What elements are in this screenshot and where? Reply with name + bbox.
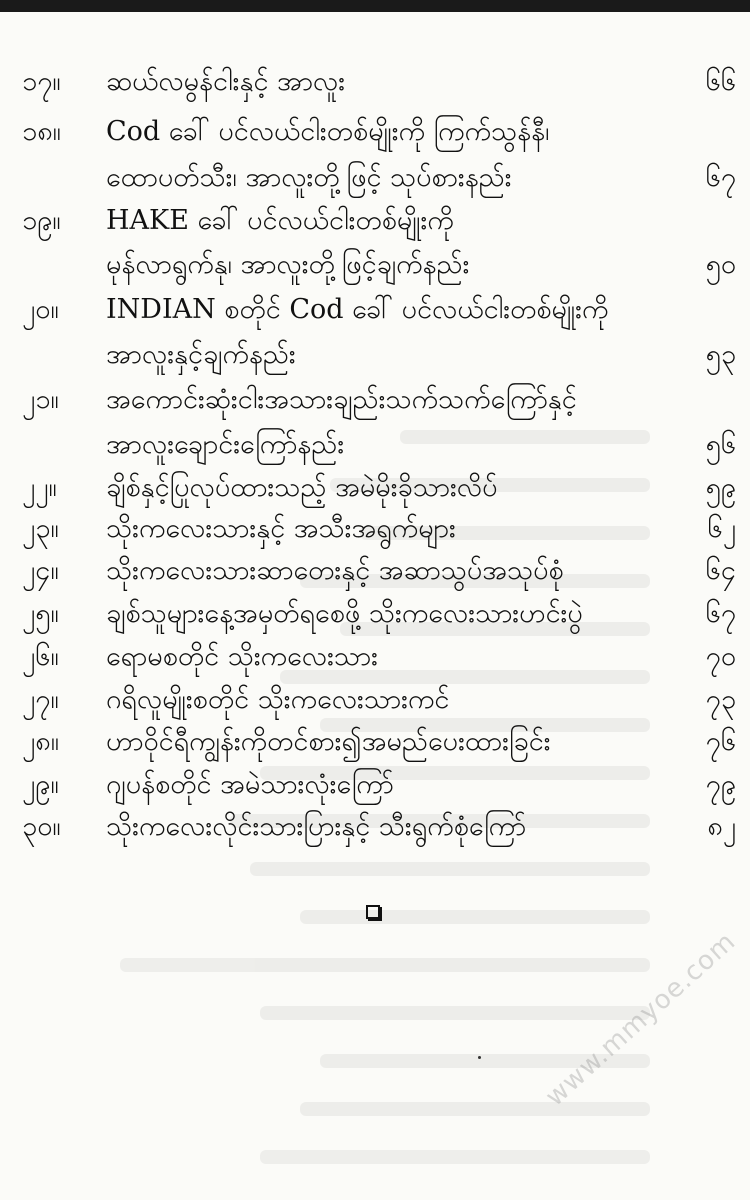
toc-entry-18	[0, 112, 750, 152]
entry-title: ချစ်သူများနေ့အမှတ်ရစေဖို့ သိုးကလေးသားဟင်းပွဲ	[106, 598, 583, 629]
entry-title: ဆယ်လမွန်ငါးနှင့် အာလူး	[106, 66, 346, 97]
page-number: ၆၇	[705, 162, 736, 193]
page-number: ၅၉	[705, 472, 736, 503]
toc-entry-30	[0, 807, 750, 847]
entry-title: ရောမစတိုင် သိုးကလေးသား	[106, 641, 378, 672]
toc-entry-23	[0, 509, 750, 549]
entry-number: ၁၈။	[22, 116, 61, 147]
page-number: ၆၇	[705, 598, 736, 629]
entry-title: သိုးကလေးလိုင်းသားပြားနှင့် သီးရွက်စုံကြော်	[106, 811, 527, 842]
entry-title: ဟာဝိုင်ရီကျွန်းကိုတင်စား၍အမည်ပေးထားခြင်း	[106, 726, 551, 757]
page-number: ၇၃	[705, 684, 736, 715]
toc-entry-21-page	[0, 425, 750, 465]
toc-entry-26	[0, 637, 750, 677]
page-number: ၆၆	[705, 66, 736, 97]
entry-title: ဂရိလူမျိုးစတိုင် သိုးကလေးသားကင်	[106, 684, 450, 715]
page-number: ၅၆	[705, 429, 736, 460]
toc-entry-20-page	[0, 335, 750, 375]
entry-title: သိုးကလေးသားဆာတေးနှင့် အဆာသွပ်အသုပ်စုံ	[106, 555, 564, 586]
entry-number: ၂၈။	[22, 726, 59, 757]
entry-title: သိုးကလေးသားနှင့် အသီးအရွက်များ	[106, 513, 456, 544]
end-of-list-square-icon	[366, 905, 380, 919]
entry-number: ၂၂။	[22, 472, 57, 503]
toc-entry-22	[0, 468, 750, 508]
page-number: ၅၀	[705, 249, 736, 280]
toc-entry-24	[0, 551, 750, 591]
entry-title: Cod ခေါ် ပင်လယ်ငါးတစ်မျိုးကို ကြက်သွန်နီ၊	[106, 116, 550, 147]
toc-entry-21	[0, 380, 750, 420]
entry-title: အကောင်းဆုံးငါးအသားချည်းသက်သက်ကြော်နှင့်	[106, 384, 577, 415]
toc-entry-28	[0, 722, 750, 762]
entry-number: ၂၇။	[22, 684, 59, 715]
toc-entry-17	[0, 62, 750, 102]
entry-number: ၂၃။	[22, 513, 59, 544]
page-number: ၇၀	[705, 641, 736, 672]
page-number: ၇၆	[705, 726, 736, 757]
toc-entry-19	[0, 201, 750, 241]
entry-title: INDIAN စတိုင် Cod ခေါ် ပင်လယ်ငါးတစ်မျိုးကို	[106, 294, 609, 325]
page-number: ၆၂	[707, 513, 736, 544]
entry-number: ၂၁။	[22, 384, 59, 415]
entry-title-continuation: အာလူးနှင့်ချက်နည်း	[106, 339, 296, 370]
toc-entry-27	[0, 680, 750, 720]
entry-title: ဂျပန်စတိုင် အမဲသားလုံးကြော်	[106, 769, 394, 800]
toc-entry-29	[0, 765, 750, 805]
toc-entry-19-page	[0, 245, 750, 285]
entry-title-continuation: မုန်လာရွက်နု၊ အာလူးတို့ဖြင့်ချက်နည်း	[106, 249, 470, 280]
entry-title: ချိစ်နှင့်ပြုလုပ်ထားသည့် အမဲမိုးခိုသားလိပ်	[106, 472, 498, 503]
entry-number: ၁၉။	[22, 205, 61, 236]
toc-entry-25	[0, 594, 750, 634]
entry-number: ၂၉။	[22, 769, 59, 800]
entry-title-continuation: အာလူးချောင်းကြော်နည်း	[106, 429, 345, 460]
entry-title: HAKE ခေါ် ပင်လယ်ငါးတစ်မျိုးကို	[106, 205, 454, 236]
entry-number: ၂၆။	[22, 641, 59, 672]
entry-number: ၂၄။	[22, 555, 59, 586]
toc-entry-20	[0, 290, 750, 330]
entry-number: ၃၀။	[22, 811, 61, 842]
entry-title-continuation: ထောပတ်သီး၊ အာလူးတို့ဖြင့် သုပ်စားနည်း	[106, 162, 512, 193]
top-edge-bar	[0, 0, 750, 12]
page-dot	[478, 1056, 481, 1059]
page-number: ၇၉	[705, 769, 736, 800]
entry-number: ၂၅။	[22, 598, 59, 629]
entry-number: ၂၀။	[22, 294, 59, 325]
watermark: www.mmyoe.com	[540, 926, 742, 1113]
toc-entry-18-page	[0, 158, 750, 198]
page-number: ၆၄	[705, 555, 736, 586]
page-number: ၅၃	[705, 339, 736, 370]
page-number: ၈၂	[707, 811, 736, 842]
entry-number: ၁၇။	[22, 66, 61, 97]
